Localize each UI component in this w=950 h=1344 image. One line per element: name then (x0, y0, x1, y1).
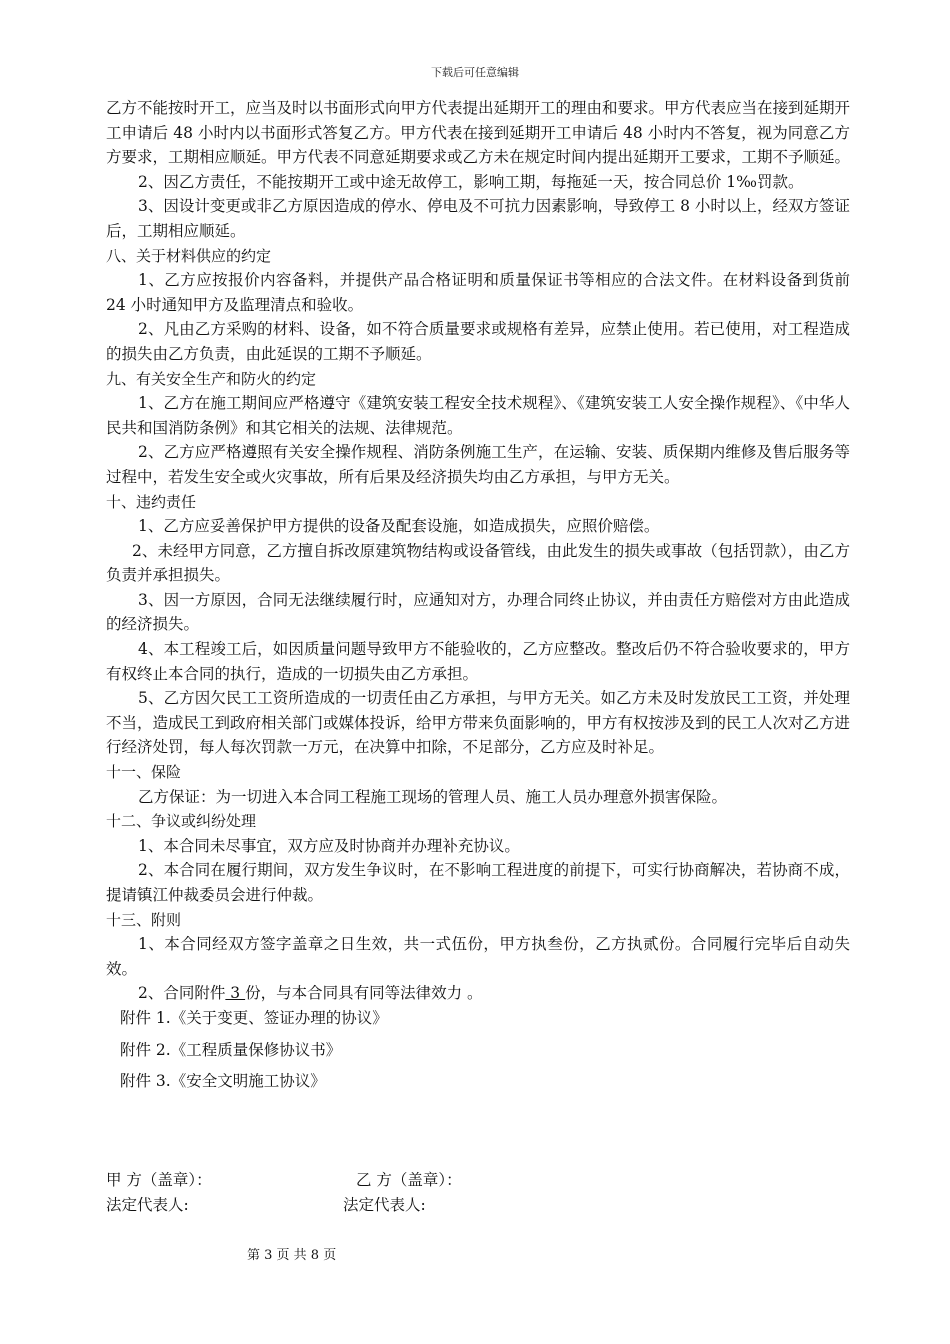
party-b-representative-label: 法定代表人: (343, 1196, 426, 1214)
section-heading: 十一、保险 (106, 763, 182, 782)
paragraph: 2、本合同在履行期间，双方发生争议时，在不影响工程进度的前提下，可实行协商解决，若协商不成，提请镇江仲裁委员会进行仲裁。 (106, 861, 850, 904)
attachments-suffix: 份，与本合同具有同等法律效力 。 (245, 984, 483, 1003)
section-heading: 十、违约责任 (106, 492, 197, 511)
paragraph: 1、乙方在施工期间应严格遵守《建筑安装工程安全技术规程》、《建筑安装工人安全操作规程》、《中华人民共和国消防条例》和其它相关的法规、法律规范。 (106, 394, 850, 437)
paragraph: 1、本合同未尽事宜，双方应及时协商并办理补充协议。 (138, 836, 520, 855)
paragraph-attachments-count (106, 981, 850, 1006)
attachment-item: 附件 1.《关于变更、签证办理的协议》 (120, 1008, 388, 1027)
paragraph: 乙方不能按时开工，应当及时以书面形式向甲方代表提出延期开工的理由和要求。甲方代表应当在接到延期开工申请后 48 小时内以书面形式答复乙方。甲方代表在接到延期开工申请后 48 小时内不答复，视为同意乙方方要求，工期相应顺延。甲方代表不同意延期要求或乙方未在规定时间内提出延期开工要求，工期不予顺延。 (106, 99, 851, 167)
attachment-item: 附件 3.《安全文明施工协议》 (120, 1072, 326, 1091)
section-heading: 十三、附则 (106, 910, 182, 929)
page-header: 下载后可任意编辑 (431, 66, 519, 79)
paragraph: 2、乙方应严格遵照有关安全操作规程、消防条例施工生产，在运输、安装、质保期内维修及售后服务等过程中，若发生安全或火灾事故，所有后果及经济损失均由乙方承担，与甲方无关。 (106, 443, 850, 486)
page-number: 第 3 页 共 8 页 (247, 1248, 337, 1263)
attachments-count: 3 (225, 984, 246, 1003)
section-heading: 十二、争议或纠纷处理 (106, 812, 257, 831)
attachment-item: 附件 2.《工程质量保修协议书》 (120, 1040, 342, 1059)
party-a-representative-label: 法定代表人: (106, 1196, 189, 1214)
paragraph: 1、本合同经双方签字盖章之日生效，共一式伍份，甲方执叁份，乙方执贰份。合同履行完毕后自动失效。 (106, 935, 850, 978)
paragraph: 3、因一方原因，合同无法继续履行时，应通知对方，办理合同终止协议，并由责任方赔偿对方由此造成的经济损失。 (106, 590, 850, 634)
document-body (106, 96, 850, 1094)
paragraph: 4、本工程竣工后，如因质量问题导致甲方不能验收的，乙方应整改。整改后仍不符合验收要求的，甲方有权终止本合同的执行，造成的一切损失由乙方承担。 (106, 640, 850, 683)
paragraph: 2、因乙方责任，不能按期开工或中途无故停工，影响工期，每拖延一天，按合同总价 1‰罚款。 (138, 172, 804, 191)
attachments-prefix: 2、合同附件 (138, 984, 226, 1003)
paragraph: 1、乙方应妥善保护甲方提供的设备及配套设施，如造成损失，应照价赔偿。 (138, 517, 660, 536)
paragraph: 乙方保证：为一切进入本合同工程施工现场的管理人员、施工人员办理意外损害保险。 (138, 787, 728, 806)
section-heading: 九、有关安全生产和防火的约定 (106, 369, 317, 388)
party-b-seal-label: 乙 方（盖章）： (356, 1171, 462, 1189)
paragraph: 5、乙方因欠民工工资所造成的一切责任由乙方承担，与甲方无关。如乙方未及时发放民工工资，并处理不当，造成民工到政府相关部门或媒体投诉，给甲方带来负面影响的，甲方有权按涉及到的民工人次对乙方进行经济处罚，每人每次罚款一万元，在决算中扣除，不足部分，乙方应及时补足。 (106, 689, 851, 757)
paragraph: 1、乙方应按报价内容备料，并提供产品合格证明和质量保证书等相应的合法文件。在材料设备到货前 24 小时通知甲方及监理清点和验收。 (106, 271, 850, 314)
paragraph: 3、因设计变更或非乙方原因造成的停水、停电及不可抗力因素影响，导致停工 8 小时以上，经双方签证后，工期相应顺延。 (106, 197, 850, 240)
section-heading: 八、关于材料供应的约定 (106, 246, 272, 265)
paragraph: 2、凡由乙方采购的材料、设备，如不符合质量要求或规格有差异，应禁止使用。若已使用，对工程造成的损失由乙方负责，由此延误的工期不予顺延。 (106, 320, 850, 363)
party-a-seal-label: 甲 方（盖章）： (106, 1171, 212, 1189)
paragraph: 2、未经甲方同意，乙方擅自拆改原建筑物结构或设备管线，由此发生的损失或事故（包括罚款），由乙方负责并承担损失。 (106, 541, 850, 585)
